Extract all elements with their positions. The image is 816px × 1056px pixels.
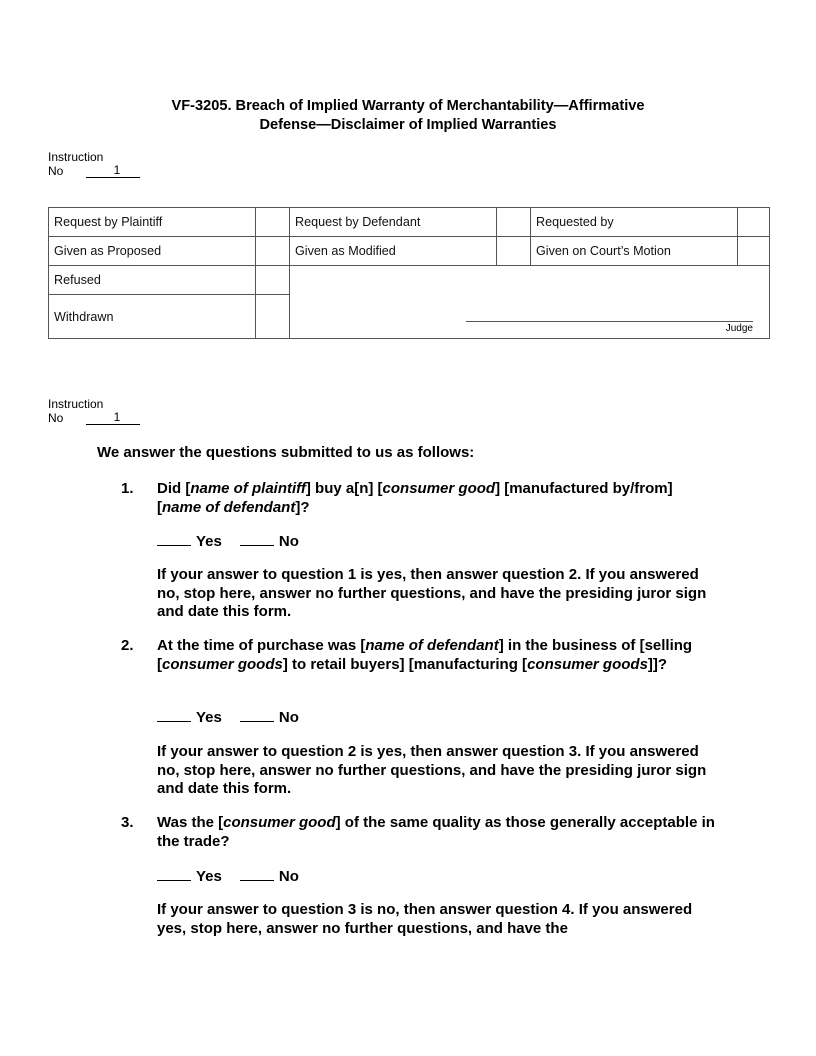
given-as-proposed-checkbox[interactable] <box>256 237 290 266</box>
request-status-table <box>48 207 770 339</box>
refused-label: Refused <box>49 266 256 295</box>
question-2-answer <box>157 708 299 726</box>
placeholder-term: name of defendant <box>365 637 499 654</box>
instruction-no-label: No <box>48 164 64 178</box>
instruction-label: Instruction <box>48 397 104 411</box>
question-text-segment: ]]? <box>647 655 668 673</box>
question-1-followup: If your answer to question 1 is yes, then answer question 2. If you answered no, stop here, answer no further questions, and have the presiding juror sign and date this form. <box>157 566 707 620</box>
question-text-segment: Did [ <box>157 480 191 497</box>
placeholder-term: name of plaintiff <box>190 480 306 497</box>
yes-blank[interactable] <box>157 867 191 881</box>
instruction-number-bottom <box>48 397 140 425</box>
yes-label: Yes <box>196 868 222 885</box>
request-by-defendant-checkbox[interactable] <box>497 208 531 237</box>
question-number: 1. <box>121 480 134 497</box>
no-label: No <box>278 868 299 885</box>
instruction-no-label: No <box>48 411 64 425</box>
requested-by-checkbox[interactable] <box>738 208 770 237</box>
title-line-1: VF-3205. Breach of Implied Warranty of Merchantability—Affirmative <box>171 98 645 114</box>
question-text-segment: ] [manufactured by/from] [ <box>157 480 673 516</box>
question-number: 2. <box>121 637 134 654</box>
given-as-modified-checkbox[interactable] <box>497 237 531 266</box>
document-title <box>0 97 816 135</box>
question-1-answer <box>157 532 299 550</box>
placeholder-term: consumer good <box>382 480 496 497</box>
judge-signature-cell <box>290 266 770 339</box>
placeholder-term: name of defendant <box>162 498 296 516</box>
question-3-answer <box>157 867 299 885</box>
question-text-segment: ] of the same quality as those generally acceptable in the trade? <box>157 814 715 850</box>
question-2-followup: If your answer to question 2 is yes, then answer question 3. If you answered no, stop here, answer no further questions, and have the presiding juror sign and date this form. <box>157 743 707 797</box>
question-number: 3. <box>121 814 134 831</box>
instruction-no-value: 1 <box>86 164 140 178</box>
yes-blank[interactable] <box>157 708 191 722</box>
no-blank[interactable] <box>240 867 274 881</box>
withdrawn-label: Withdrawn <box>49 295 256 339</box>
judge-signature-line[interactable] <box>466 321 753 322</box>
question-text-segment: ] buy a[n] [ <box>305 480 383 497</box>
no-blank[interactable] <box>240 708 274 722</box>
instruction-number-top <box>48 150 140 178</box>
request-by-defendant-label: Request by Defendant <box>290 208 497 237</box>
question-text-segment: Was the [ <box>157 814 224 831</box>
question-text-segment: At the time of purchase was [ <box>157 637 366 654</box>
requested-by-label: Requested by <box>531 208 738 237</box>
instruction-label: Instruction <box>48 150 104 164</box>
given-as-proposed-label: Given as Proposed <box>49 237 256 266</box>
question-text <box>157 814 717 851</box>
question-text-segment: ] in the business of [selling [ <box>157 637 693 673</box>
given-on-courts-motion-checkbox[interactable] <box>738 237 770 266</box>
instruction-no-value: 1 <box>86 411 140 425</box>
request-by-plaintiff-checkbox[interactable] <box>256 208 290 237</box>
placeholder-term: consumer goods <box>162 655 283 673</box>
given-as-modified-label: Given as Modified <box>290 237 497 266</box>
question-text <box>157 480 717 517</box>
no-label: No <box>278 709 299 726</box>
placeholder-term: consumer good <box>223 814 336 831</box>
question-3-followup: If your answer to question 3 is no, then answer question 4. If you answered yes, stop here, answer no further questions, and have the <box>157 901 693 937</box>
judge-label: Judge <box>725 323 753 334</box>
placeholder-term: consumer goods <box>527 655 648 673</box>
question-text <box>157 637 717 674</box>
yes-label: Yes <box>196 533 222 550</box>
question-text-segment: ] to retail buyers] [manufacturing [ <box>282 655 528 673</box>
question-text-segment: ]? <box>295 498 310 516</box>
request-by-plaintiff-label: Request by Plaintiff <box>49 208 256 237</box>
no-blank[interactable] <box>240 532 274 546</box>
no-label: No <box>278 533 299 550</box>
verdict-intro: We answer the questions submitted to us as follows: <box>97 444 475 461</box>
withdrawn-checkbox[interactable] <box>256 295 290 339</box>
yes-label: Yes <box>196 709 222 726</box>
refused-checkbox[interactable] <box>256 266 290 295</box>
yes-blank[interactable] <box>157 532 191 546</box>
given-on-courts-motion-label: Given on Court’s Motion <box>531 237 738 266</box>
title-line-2: Defense—Disclaimer of Implied Warranties <box>259 117 557 133</box>
